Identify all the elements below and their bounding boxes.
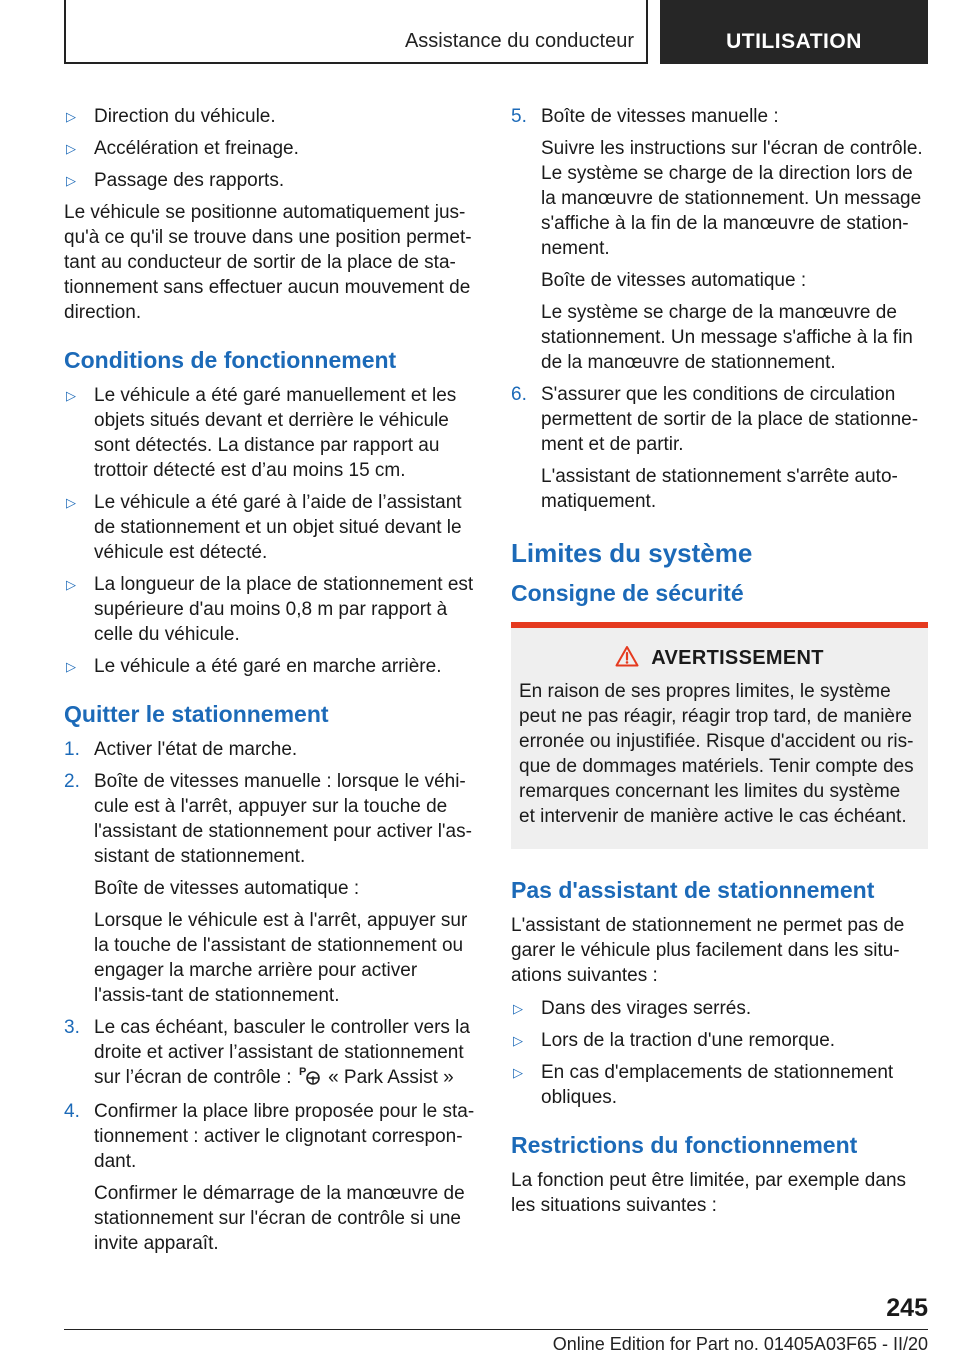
restrictions-paragraph: La fonction peut être limitée, par exemple dans les situations suivantes :	[511, 1170, 907, 1216]
step-item: 3. Le cas échéant, basculer le controller vers la droite et activer l’assistant de stationnement sur l’écran de contrôle : P « Park Assist »	[64, 1015, 479, 1092]
svg-text:P: P	[298, 1066, 307, 1078]
step-number: 5.	[511, 106, 527, 127]
no-assist-heading: Pas d'assistant de stationnement	[511, 877, 875, 903]
section-tab	[64, 0, 648, 64]
safety-heading: Consigne de sécurité	[511, 580, 744, 606]
list-item: ▷ Le véhicule a été garé manuellement et les objets situés devant et derrière le véhicule sont détectés. La distance par rapport au trottoir détecté est d’au moins 15 cm.	[66, 385, 457, 481]
warning-title: AVERTISSEMENT	[519, 644, 920, 675]
chapter-title: UTILISATION	[726, 30, 862, 53]
step-number: 6.	[511, 384, 527, 405]
left-column	[64, 104, 479, 1263]
list-item: ▷ Le véhicule a été garé en marche arrière.	[66, 656, 442, 677]
footer-divider	[64, 1329, 928, 1330]
step-item: 6. S'assurer que les conditions de circulation permettent de sortir de la place de stationne-ment et de partir. L'assistant de stationnement s'arrête auto-matiquement.	[511, 384, 919, 512]
triangle-right-icon: ▷	[513, 1033, 523, 1048]
conditions-heading: Conditions de fonctionnement	[64, 347, 397, 373]
intro-paragraph: Le véhicule se positionne automatiquement jus-qu'à ce qu'il se trouve dans une position permet-tant au conducteur de sortir de la place de sta-tionnement sans effectuer aucun mouvement de direction.	[64, 202, 472, 323]
page-header	[64, 0, 928, 64]
no-assist-bullet-list	[511, 996, 928, 1110]
chapter-tab	[660, 0, 928, 64]
steps-list	[64, 737, 479, 1256]
list-item: ▷ Passage des rapports.	[66, 170, 285, 191]
triangle-right-icon: ▷	[66, 495, 76, 510]
triangle-right-icon: ▷	[66, 109, 76, 124]
triangle-right-icon: ▷	[66, 141, 76, 156]
restrictions-heading: Restrictions du fonctionnement	[511, 1132, 858, 1158]
step-number: 4.	[64, 1101, 80, 1122]
intro-bullet-list	[64, 104, 479, 193]
triangle-right-icon: ▷	[66, 659, 76, 674]
warning-text: En raison de ses propres limites, le système peut ne pas réagir, réagir trop tard, de manière erronée ou injustifiée. Risque d'accident ou ris-que de dommages matériels. Tenir compte des remarques concernant les limites du système et intervenir de manière active le cas échéant.	[519, 681, 914, 827]
conditions-bullet-list	[64, 383, 479, 679]
right-column	[511, 104, 928, 1218]
list-item: ▷ Direction du véhicule.	[66, 106, 276, 127]
warning-box	[511, 622, 928, 849]
quit-heading: Quitter le stationnement	[64, 701, 329, 727]
list-item: ▷ Dans des virages serrés.	[513, 998, 752, 1019]
list-item: ▷ Accélération et freinage.	[66, 138, 299, 159]
step-item: 2. Boîte de vitesses manuelle : lorsque le véhi-cule est à l'arrêt, appuyer sur la touche de l'assistant de stationnement pour activer l'as-sistant de stationnement. Boîte de vitesses automatique : Lorsque le véhicule est à l'arrêt, appuyer sur la touche de l'assistant de stationnement ou engager la marche arrière pour activer l'assis-tant de stationnement.	[64, 771, 472, 1006]
step-number: 1.	[64, 739, 80, 760]
park-assist-icon	[299, 1065, 321, 1092]
list-item: ▷ La longueur de la place de stationnement est supérieure d'au moins 0,8 m par rapport à celle du véhicule.	[66, 574, 474, 645]
triangle-right-icon: ▷	[513, 1001, 523, 1016]
section-title: Assistance du conducteur	[404, 30, 634, 52]
step-item: 5. Boîte de vitesses manuelle : Suivre les instructions sur l'écran de contrôle. Le système se charge de la direction lors de la manœuvre de stationnement. Un message s'affiche à la fin de la manœuvre de station-nement. Boîte de vitesses automatique : Le système se charge de la manœuvre de stationnement. Un message s'affiche à la fin de la manœuvre de stationnement.	[511, 106, 923, 373]
page-number: 245	[886, 1294, 928, 1322]
triangle-right-icon: ▷	[66, 388, 76, 403]
triangle-right-icon: ▷	[66, 577, 76, 592]
step-number: 2.	[64, 771, 80, 792]
warning-triangle-icon	[615, 645, 639, 675]
steps-list-continued	[511, 104, 928, 514]
edition-text: Online Edition for Part no. 01405A03F65 - II/20	[552, 1334, 928, 1354]
limits-heading: Limites du système	[511, 538, 753, 568]
triangle-right-icon: ▷	[66, 173, 76, 188]
step-number: 3.	[64, 1017, 80, 1038]
step-item: 1. Activer l'état de marche.	[64, 739, 298, 760]
no-assist-paragraph: L'assistant de stationnement ne permet pas de garer le véhicule plus facilement dans les situ-ations suivantes :	[511, 915, 905, 986]
step-item: 4. Confirmer la place libre proposée pour le sta-tionnement : activer le clignotant correspon-dant. Confirmer le démarrage de la manœuvre de stationnement sur l'écran de contrôle si une invite apparaît.	[64, 1101, 475, 1254]
triangle-right-icon: ▷	[513, 1065, 523, 1080]
list-item: ▷ Lors de la traction d'une remorque.	[513, 1030, 836, 1051]
list-item: ▷ Le véhicule a été garé à l’aide de l’assistant de stationnement et un objet situé devant le véhicule est détecté.	[66, 492, 462, 563]
list-item: ▷ En cas d'emplacements de stationnement obliques.	[513, 1062, 894, 1108]
